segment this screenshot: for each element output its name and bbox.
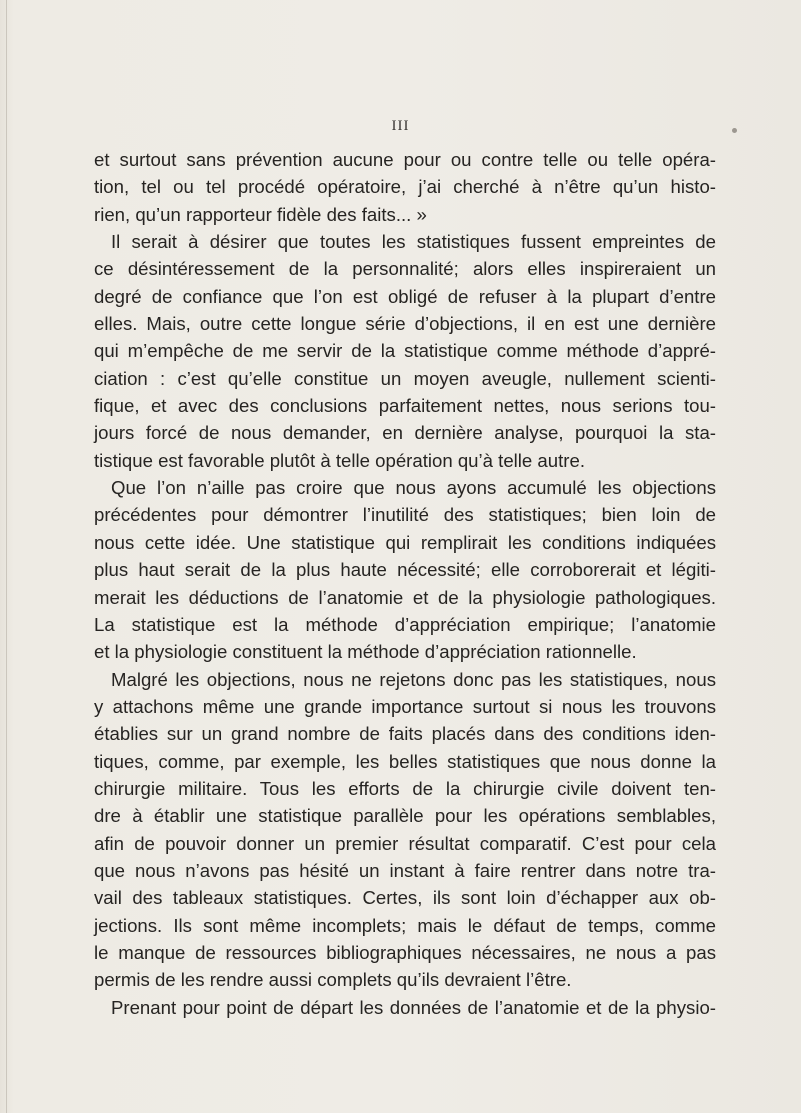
- body-text: [94, 146, 716, 1021]
- text-line: plus haut serait de la plus haute nécessité; elle corroborerait et légiti-: [94, 559, 716, 581]
- text-line: qui m’empêche de me servir de la statistique comme méthode d’appré-: [94, 340, 716, 362]
- text-line: rien, qu’un rapporteur fidèle des faits... »: [94, 203, 427, 225]
- text-line: degré de confiance que l’on est obligé de refuser à la plupart d’entre: [94, 285, 716, 307]
- text-line: tiques, comme, par exemple, les belles statistiques que nous donne la: [94, 750, 716, 772]
- text-line: merait les déductions de l’anatomie et de la physiologie pathologiques.: [94, 586, 716, 608]
- text-line: ciation : c’est qu’elle constitue un moyen aveugle, nullement scienti-: [94, 367, 716, 389]
- text-line: La statistique est la méthode d’appréciation empirique; l’anatomie: [94, 613, 716, 635]
- text-line: et surtout sans prévention aucune pour ou contre telle ou telle opéra-: [94, 149, 716, 170]
- text-line: Que l’on n’aille pas croire que nous ayons accumulé les objections: [111, 477, 716, 499]
- text-line: ce désintéressement de la personnalité; alors elles inspireraient un: [94, 258, 716, 280]
- text-line: précédentes pour démontrer l’inutilité des statistiques; bien loin de: [94, 504, 716, 526]
- text-line: dre à établir une statistique parallèle pour les opérations semblables,: [94, 805, 716, 827]
- text-line: vail des tableaux statistiques. Certes, ils sont loin d’échapper aux ob-: [94, 887, 716, 909]
- text-line: et la physiologie constituent la méthode d’appréciation rationnelle.: [94, 641, 637, 663]
- text-line: tion, tel ou tel procédé opératoire, j’ai cherché à n’être qu’un histo-: [94, 176, 716, 198]
- text-line: établies sur un grand nombre de faits placés dans des conditions iden-: [94, 723, 716, 745]
- text-line: Malgré les objections, nous ne rejetons donc pas les statistiques, nous: [111, 668, 716, 690]
- text-line: Il serait à désirer que toutes les statistiques fussent empreintes de: [111, 231, 716, 253]
- text-line: afin de pouvoir donner un premier résultat comparatif. C’est pour cela: [94, 832, 716, 854]
- text-line: jours forcé de nous demander, en dernière analyse, pourquoi la sta-: [94, 422, 716, 444]
- text-line: permis de les rendre aussi complets qu’ils devraient l’être.: [94, 969, 572, 991]
- text-line: y attachons même une grande importance surtout si nous les trouvons: [94, 695, 716, 717]
- text-line: jections. Ils sont même incomplets; mais le défaut de temps, comme: [94, 914, 716, 936]
- text-line: le manque de ressources bibliographiques nécessaires, ne nous a pas: [94, 941, 716, 963]
- text-line: que nous n’avons pas hésité un instant à faire rentrer dans notre tra-: [94, 859, 716, 881]
- text-line: nous cette idée. Une statistique qui remplirait les conditions indiquées: [94, 531, 716, 553]
- text-line: Prenant pour point de départ les données de l’anatomie et de la physio-: [111, 996, 716, 1018]
- text-line: fique, et avec des conclusions parfaitement nettes, nous serions tou-: [94, 395, 716, 417]
- text-line: tistique est favorable plutôt à telle opération qu’à telle autre.: [94, 449, 585, 471]
- page-edge: [6, 0, 7, 1113]
- text-line: elles. Mais, outre cette longue série d’objections, il en est une dernière: [94, 313, 716, 335]
- text-line: chirurgie militaire. Tous les efforts de la chirurgie civile doivent ten-: [94, 777, 716, 799]
- page-number: III: [391, 118, 410, 134]
